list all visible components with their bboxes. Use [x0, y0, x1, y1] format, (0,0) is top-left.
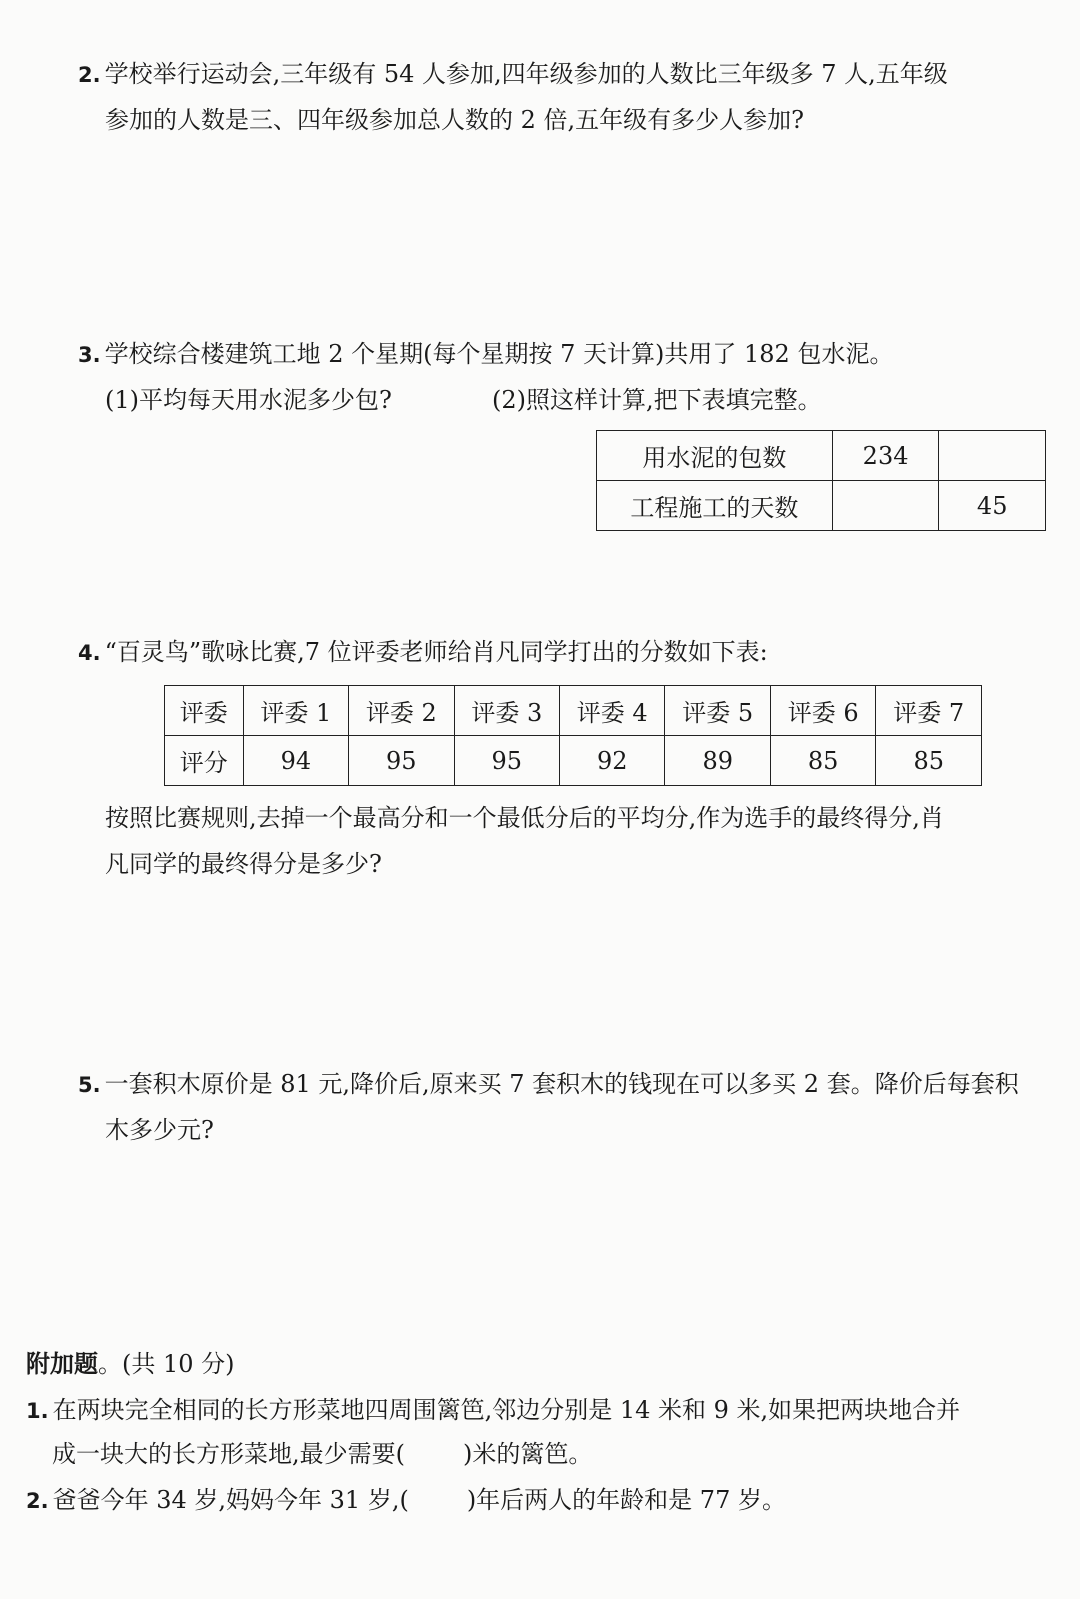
q4-header-5: 评委 5: [665, 686, 770, 736]
q5-text-2: 木多少元?: [105, 1116, 214, 1144]
extra-heading-suffix: 。(共 10 分): [98, 1350, 235, 1378]
q4-score-1: 94: [243, 736, 348, 786]
extra-heading-line: [26, 1348, 235, 1380]
q4-line1: [78, 636, 768, 669]
q4-score-4: 92: [560, 736, 665, 786]
extra-q1-line2: [52, 1438, 592, 1470]
q3-row2-cell2: 45: [939, 481, 1046, 531]
q3-text-1: 学校综合楼建筑工地 2 个星期(每个星期按 7 天计算)共用了 182 包水泥。: [104, 340, 894, 368]
extra-q1-text-1: 在两块完全相同的长方形菜地四周围篱笆,邻边分别是 14 米和 9 米,如果把两块地合并: [52, 1396, 961, 1424]
extra-q2-text-a: 爸爸今年 34 岁,妈妈今年 31 岁,(: [52, 1486, 409, 1514]
q4-text-3: 凡同学的最终得分是多少?: [105, 850, 382, 878]
q5-number: 5.: [78, 1073, 101, 1097]
q4-header-1: 评委 1: [243, 686, 348, 736]
extra-q1-text-2b: )米的篱笆。: [463, 1440, 593, 1468]
q3-row2-label: 工程施工的天数: [597, 481, 833, 531]
extra-q1-number: 1.: [26, 1399, 49, 1423]
q4-header-7: 评委 7: [876, 686, 982, 736]
table-row: [165, 736, 982, 786]
q2-text-1: 学校举行运动会,三年级有 54 人参加,四年级参加的人数比三年级多 7 人,五年级: [104, 60, 948, 88]
q3-table: [596, 430, 1046, 531]
q3-row1-cell1: 234: [832, 431, 939, 481]
q3-sub1: (1)平均每天用水泥多少包?: [105, 386, 392, 414]
q5-line1: [78, 1068, 1019, 1101]
q2-number: 2.: [78, 63, 101, 87]
q4-score-3: 95: [454, 736, 559, 786]
q4-score-2: 95: [349, 736, 454, 786]
q5-text-1: 一套积木原价是 81 元,降价后,原来买 7 套积木的钱现在可以多买 2 套。降价后每套积: [104, 1070, 1019, 1098]
extra-q2-line: [26, 1484, 786, 1517]
table-row: [597, 481, 1046, 531]
q4-text-2: 按照比赛规则,去掉一个最高分和一个最低分后的平均分,作为选手的最终得分,肖: [105, 804, 944, 832]
q4-number: 4.: [78, 641, 101, 665]
q4-header-0: 评委: [165, 686, 244, 736]
q4-header-6: 评委 6: [770, 686, 875, 736]
extra-q2-text-b: )年后两人的年龄和是 77 岁。: [466, 1486, 786, 1514]
q4-score-5: 89: [665, 736, 770, 786]
q3-sub2: (2)照这样计算,把下表填完整。: [492, 386, 822, 414]
extra-q1-text-2a: 成一块大的长方形菜地,最少需要(: [52, 1440, 405, 1468]
q3-row2-cell1: [832, 481, 939, 531]
q4-text-1: “百灵鸟”歌咏比赛,7 位评委老师给肖凡同学打出的分数如下表:: [104, 638, 768, 666]
q4-header-4: 评委 4: [560, 686, 665, 736]
table-row: [165, 686, 982, 736]
q3-row1-cell2: [939, 431, 1046, 481]
q4-score-6: 85: [770, 736, 875, 786]
q3-number: 3.: [78, 343, 101, 367]
extra-q2-number: 2.: [26, 1489, 49, 1513]
table-row: [597, 431, 1046, 481]
q4-header-3: 评委 3: [454, 686, 559, 736]
extra-q1-line1: [26, 1394, 960, 1427]
q2-text-2: 参加的人数是三、四年级参加总人数的 2 倍,五年级有多少人参加?: [105, 106, 805, 134]
q3-row1-label: 用水泥的包数: [597, 431, 833, 481]
q4-score-0: 评分: [165, 736, 244, 786]
q4-table: [164, 685, 982, 786]
q4-header-2: 评委 2: [349, 686, 454, 736]
q4-score-7: 85: [876, 736, 982, 786]
q3-line1: [78, 338, 893, 371]
extra-heading: 附加题: [26, 1349, 98, 1378]
q2-line1: [78, 58, 948, 91]
